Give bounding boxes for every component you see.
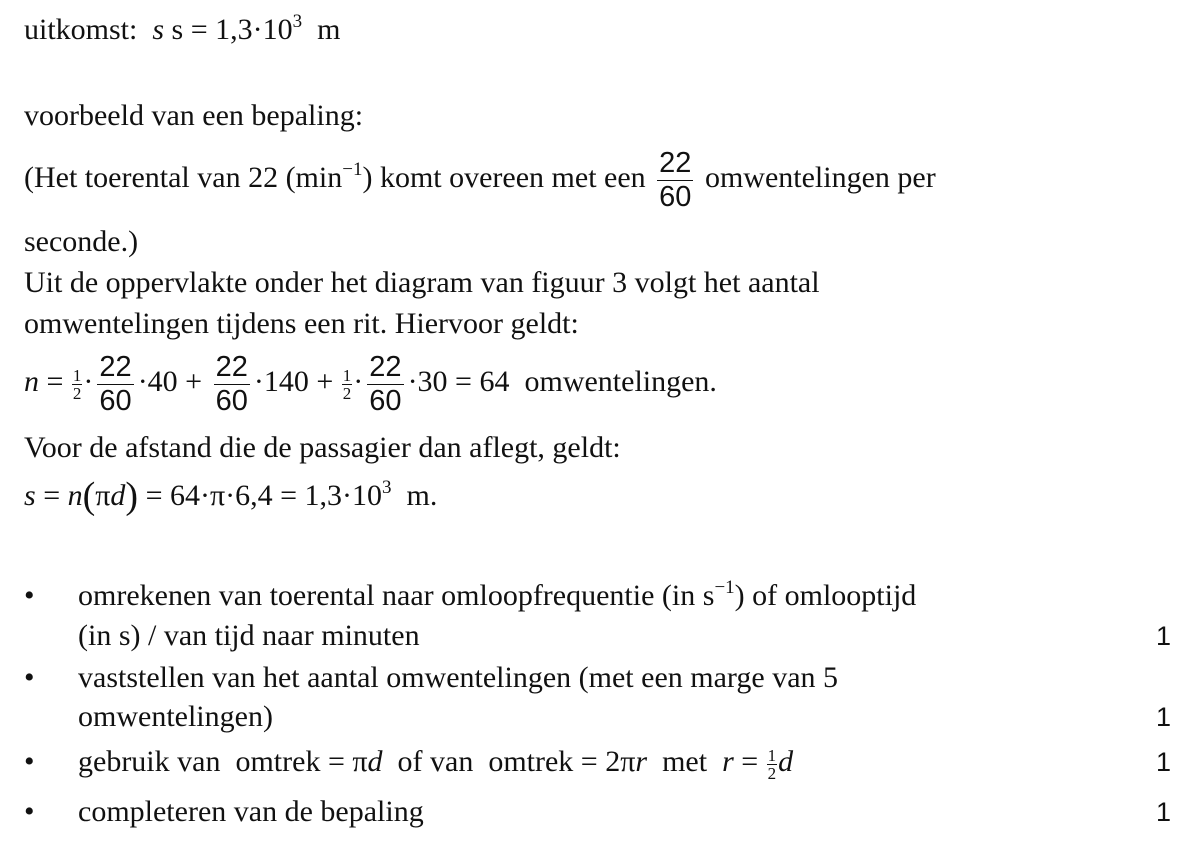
criterion-1-text-a: omrekenen van toerental naar omloopfrequentie (in — [78, 579, 696, 612]
criterion-2-score: 1 — [1156, 702, 1172, 732]
s-pi: π — [95, 479, 111, 512]
fraction-denominator: 60 — [659, 180, 692, 213]
criterion-2-line-1: vaststellen van het aantal omwentelingen (met een marge van 5 — [78, 661, 839, 694]
criterion-1-exponent: −1 — [714, 577, 735, 598]
rpm-line — [24, 140, 936, 216]
criterion-3-d: d — [367, 745, 383, 778]
half-fraction-2 — [342, 367, 353, 402]
half-num: 1 — [72, 365, 82, 385]
result-unit: m — [317, 13, 341, 46]
criterion-4-line: completeren van de bepaling — [78, 795, 424, 828]
criterion-3-text-c: of van — [397, 745, 474, 778]
fraction-2 — [214, 351, 250, 418]
frac-num: 22 — [99, 350, 132, 383]
s-exponent: 3 — [382, 477, 392, 498]
criterion-1-unit: s — [702, 579, 715, 612]
criterion-4-score: 1 — [1156, 797, 1172, 827]
s-unit: m. — [406, 479, 438, 512]
half-num: 1 — [342, 365, 352, 385]
fraction-3 — [367, 351, 403, 418]
result-label: uitkomst: — [24, 13, 138, 46]
rpm-exponent: −1 — [342, 159, 363, 180]
n-variable: n — [24, 365, 39, 398]
rpm-text-c: omwentelingen per — [704, 161, 936, 194]
half-den: 2 — [342, 383, 352, 403]
s-calculation: = 64·π·6,4 = 1,3·10 — [145, 479, 383, 512]
example-heading: voorbeeld van een bepaling: — [24, 99, 364, 132]
frac-den: 60 — [99, 384, 132, 417]
criterion-3-bullet: • — [24, 745, 35, 778]
s-variable: s — [24, 479, 36, 512]
dot-2: · — [353, 365, 364, 398]
fraction-1 — [97, 351, 133, 418]
criterion-3-formula-2: omtrek = 2π — [488, 745, 636, 778]
criterion-1-line-1 — [78, 576, 916, 616]
s-equation: $s = n(\pi d) = 64\cdot\pi\cdot 6,4 = 1,3\cdot 10^3$ m. — [24, 475, 438, 517]
criterion-1-text-b: ) of omlooptijd — [734, 579, 917, 612]
result-line — [24, 12, 340, 48]
fraction-numerator: 22 — [659, 146, 692, 179]
distance-line: Voor de afstand die de passagier dan aflegt, geldt: — [24, 431, 621, 464]
dot-1: · — [83, 365, 94, 398]
frac-den: 60 — [369, 384, 402, 417]
n-unit: omwentelingen. — [524, 365, 717, 398]
seconde-line: seconde.) — [24, 225, 139, 258]
result-exponent: 3 — [292, 11, 303, 32]
criterion-3-d-variable: d — [778, 745, 794, 778]
criterion-1-line-2: (in s) / van tijd naar minuten — [78, 619, 420, 652]
n-equals: = — [46, 365, 64, 398]
criterion-3-equals: = — [741, 745, 759, 778]
criterion-3-text-e: met — [662, 745, 708, 778]
result-equation: s $s = 1,3\cdot 10^3$ m — [152, 11, 341, 46]
criterion-4-bullet: • — [24, 795, 35, 828]
criterion-3-text-a: gebruik van — [78, 745, 221, 778]
criterion-3-half — [767, 747, 778, 782]
criterion-3-score: 1 — [1156, 747, 1172, 777]
n-equation — [24, 344, 717, 420]
result-value: s = 1,3·10 — [171, 13, 293, 46]
rpm-text-b: ) komt overeen met een — [362, 161, 646, 194]
criterion-1-score: 1 — [1156, 621, 1172, 651]
s-n-variable: n — [67, 479, 83, 512]
frac-num: 22 — [215, 350, 248, 383]
criterion-3-r-variable: r — [722, 745, 734, 778]
criterion-3-r: r — [635, 745, 648, 778]
term-3: ·30 = 64 — [407, 365, 510, 398]
half-fraction-1 — [72, 367, 83, 402]
s-d-variable: d — [110, 479, 126, 512]
area-line: Uit de oppervlakte onder het diagram van figuur 3 volgt het aantal — [24, 266, 820, 299]
frac-num: 22 — [369, 350, 402, 383]
term-2: ·140 + — [253, 365, 334, 398]
criterion-3-line — [78, 742, 793, 782]
criterion-3-half-num: 1 — [767, 745, 777, 765]
rpm-text-a: (Het toerental van 22 (min — [24, 161, 343, 194]
criterion-2-line-2: omwentelingen) — [78, 700, 273, 733]
term-1: ·40 + — [137, 365, 203, 398]
rotations-line: omwentelingen tijdens een rit. Hiervoor geldt: — [24, 307, 579, 340]
rpm-fraction — [657, 147, 693, 214]
s-equals: = — [43, 479, 61, 512]
criterion-2-bullet: • — [24, 661, 35, 694]
criterion-3-formula-1: omtrek = π — [235, 745, 368, 778]
half-den: 2 — [72, 383, 82, 403]
criterion-1-bullet: • — [24, 579, 35, 612]
frac-den: 60 — [215, 384, 248, 417]
criterion-3-half-den: 2 — [767, 763, 777, 783]
